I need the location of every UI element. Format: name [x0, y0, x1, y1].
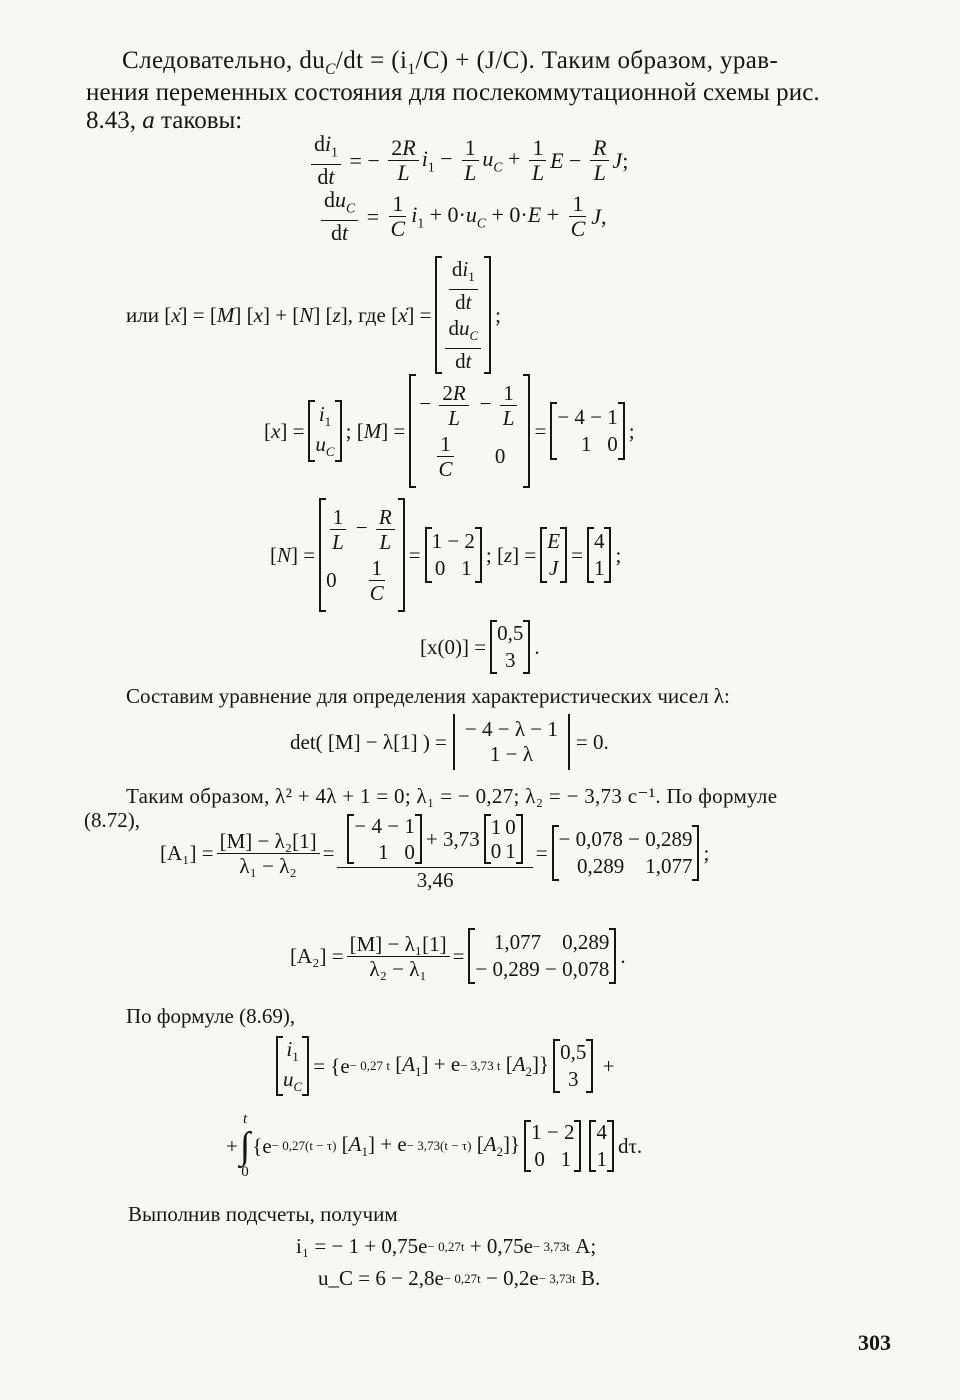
matrix-x-and-M: [x] = $i_1$ $u_C$ ; [M] = − $\frac{2R}{L}$ − $\frac{1}{L}$ $\frac{1}{C}$ 0 = − 4 − 1 1 0 ; — [264, 374, 635, 488]
z-row-2: 1 — [593, 556, 605, 580]
N-row-2: 0 1 — [434, 556, 472, 580]
matrix-state-equation: или [ẋ] = [M] [x] + [N] [z], где [ẋ] = $\frac{di_1}{dt}$ $\frac{du_C}{dt}$ ; — [126, 256, 502, 374]
result-i1: i₁ = − 1 + 0,75e − 0,27t + 0,75e − 3,73t А; — [296, 1234, 597, 1258]
paragraph-formula-869: По формуле (8.69), — [126, 1004, 296, 1028]
paragraph-roots-line-1: Таким образом, λ² + 4λ + 1 = 0; λ₁ = − 0,27; λ₂ = − 3,73 с⁻¹. По формуле — [126, 784, 778, 808]
paragraph-characteristic: Составим уравнение для определения характеристических чисел λ: — [126, 684, 730, 708]
page-number: 303 — [858, 1330, 891, 1355]
solution-general-line-2: + t ∫ 0 {e − 0,27(t − τ) $[A_1] + e$ − 3,73(t − τ) $[A_2]$} 1 − 2 0 1 4 1 dτ. — [226, 1111, 643, 1180]
N-row-1: 1 − 2 — [431, 529, 475, 553]
A1-row-1: − 0,078 − 0,289 — [558, 827, 693, 851]
A1-row-2: 0,289 1,077 — [576, 854, 693, 878]
paragraph-result-intro: Выполнив подсчеты, получим — [128, 1202, 398, 1226]
M-row-2: 1 0 — [581, 432, 618, 456]
matrix-A1: [A₁] = $\frac{\text{[M] − λ₂[1]}}{\text{λ₁ − λ₂}}$ = − 4 − 1 1 0 + 3,73 1 0 0 1 3,46 = − 0,078 − 0,289 0,289 1,077 ; — [160, 814, 710, 892]
equation-di1-dt: $\frac{di_1}{dt}$ = − $\frac{2R}{L}$ $i_1$ − $\frac{1}{L}$ $u_C$ + $\frac{1}{L}$ E − $\frac{R}{L}$ J; — [308, 132, 628, 189]
z-row-1: 4 — [593, 529, 605, 553]
paragraph-intro-line-1: Следовательно, $du_C/dt = (i_1/C) + (J/C)$. Таким образом, урав- — [122, 47, 779, 78]
A2-row-1: 1,077 0,289 — [493, 930, 610, 954]
determinant-equation: det( [M] − λ[1] ) = − 4 − λ − 1 1 − λ = 0. — [290, 714, 609, 770]
equation-duc-dt: $\frac{du_C}{dt}$ = $\frac{1}{C}$ $i_1 + 0\cdot u_C + 0\cdot E$ + $\frac{1}{C}$ J, — [318, 188, 607, 245]
solution-general-line-1: $i_1$ $u_C$ = {e − 0,27 t $[A_1] + e$ − 3,73 t $[A_2]$} 0,5 3 + — [272, 1036, 614, 1096]
matrix-N-and-z: [N] = $\frac{1}{L}$ − $\frac{R}{L}$ 0 $\frac{1}{C}$ = 1 − 2 0 1 ; [z] = E J = 4 1 ; — [270, 498, 621, 612]
paragraph-roots-line-2: (8.72), — [84, 808, 140, 832]
paragraph-intro-line-2: нения переменных состояния для послекоммутационной схемы рис. — [86, 79, 820, 106]
A2-row-2: − 0,289 − 0,078 — [475, 957, 610, 981]
paragraph-intro-line-3: 8.43, a таковы: — [86, 107, 243, 134]
result-uc: u_C = 6 − 2,8e − 0,27t − 0,2e − 3,73t В. — [318, 1266, 601, 1290]
initial-condition: [x(0)] = 0,5 3 . — [420, 621, 540, 672]
M-row-1: − 4 − 1 — [557, 405, 618, 429]
matrix-A2: [A₂] = $\frac{\text{[M] − λ₁[1]}}{\text{λ₂ − λ₁}}$ = 1,077 0,289 − 0,289 − 0,078 . — [290, 928, 626, 984]
